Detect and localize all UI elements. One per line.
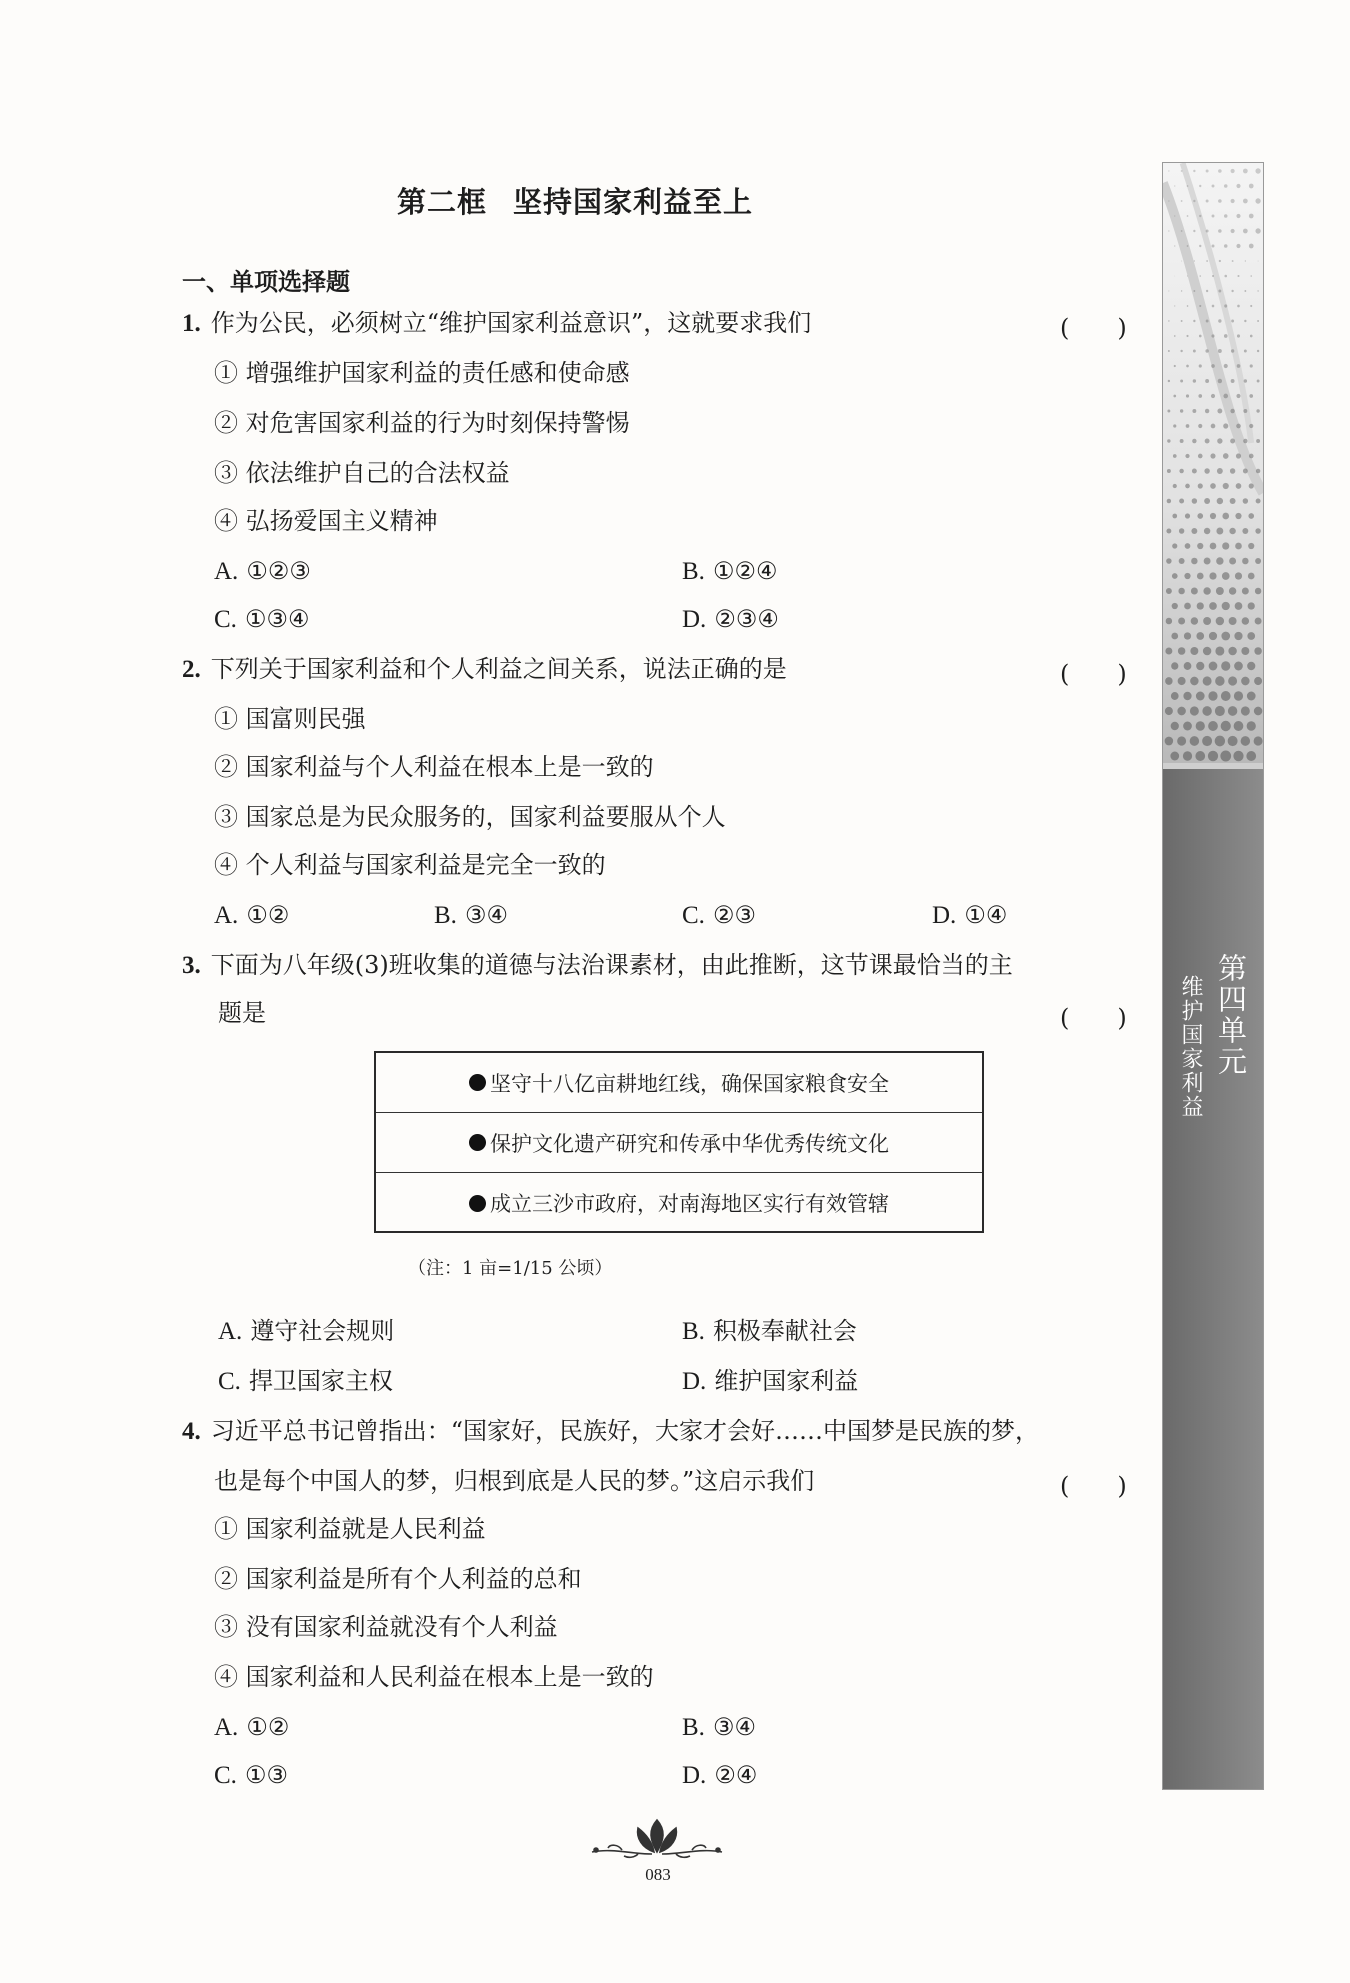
- statement: ③ 依法维护自己的合法权益: [214, 459, 510, 487]
- question-number: 1.: [182, 310, 201, 337]
- material-row: 保护文化遗产研究和传承中华优秀传统文化: [376, 1113, 982, 1173]
- unit-label: 第四单元: [1214, 953, 1248, 1077]
- unit-side-tab: [1162, 162, 1264, 1790]
- answer-blank[interactable]: ( ): [1060, 314, 1127, 342]
- option-a[interactable]: A. ①②③: [214, 557, 311, 585]
- option-c[interactable]: C. ②③: [682, 901, 756, 929]
- floral-ornament-icon: [582, 1818, 732, 1860]
- question-number: 4.: [182, 1418, 201, 1445]
- unit-topic: 维护国家利益: [1178, 975, 1203, 1119]
- option-d[interactable]: D. 维护国家利益: [682, 1367, 859, 1395]
- option-b[interactable]: B. ①②④: [682, 557, 778, 585]
- question-4-stem-cont: 也是每个中国人的梦，归根到底是人民的梦。”这启示我们: [214, 1467, 815, 1495]
- statement: ④ 国家利益和人民利益在根本上是一致的: [214, 1663, 654, 1691]
- question-text: 下列关于国家利益和个人利益之间关系，说法正确的是: [210, 655, 787, 683]
- halftone-pattern: [1163, 163, 1263, 769]
- page-title: [0, 180, 1150, 221]
- material-row: 成立三沙市政府，对南海地区实行有效管辖: [376, 1173, 982, 1233]
- statement: ③ 没有国家利益就没有个人利益: [214, 1613, 558, 1641]
- option-d[interactable]: D. ①④: [932, 901, 1008, 929]
- answer-blank[interactable]: ( ): [1060, 1472, 1127, 1500]
- bullet-icon: [469, 1134, 486, 1151]
- option-a[interactable]: A. ①②: [214, 1713, 290, 1741]
- question-number: 2.: [182, 656, 201, 683]
- option-a[interactable]: A. ①②: [214, 901, 290, 929]
- option-d[interactable]: D. ②③④: [682, 605, 779, 633]
- statement: ① 国家利益就是人民利益: [214, 1515, 486, 1543]
- option-b[interactable]: B. ③④: [434, 901, 508, 929]
- statement: ② 国家利益是所有个人利益的总和: [214, 1565, 582, 1593]
- question-text: 习近平总书记曾指出：“国家好，民族好，大家才会好……中国梦是民族的梦，: [210, 1417, 1040, 1445]
- statement: ② 对危害国家利益的行为时刻保持警惕: [214, 409, 630, 437]
- option-b[interactable]: B. ③④: [682, 1713, 756, 1741]
- answer-blank[interactable]: ( ): [1060, 1004, 1127, 1032]
- statement: ③ 国家总是为民众服务的，国家利益要服从个人: [214, 803, 726, 831]
- option-b[interactable]: B. 积极奉献社会: [682, 1317, 857, 1345]
- section-heading: 一、单项选择题: [182, 268, 350, 296]
- question-1-stem: [182, 308, 811, 339]
- material-table: [374, 1051, 984, 1233]
- tab-dark-band: [1163, 769, 1263, 1790]
- answer-blank[interactable]: ( ): [1060, 660, 1127, 688]
- bullet-icon: [469, 1074, 486, 1091]
- page-number: 083: [645, 1865, 671, 1884]
- material-row: 坚守十八亿亩耕地红线，确保国家粮食安全: [376, 1053, 982, 1113]
- option-c[interactable]: C. ①③④: [214, 605, 310, 633]
- question-3-stem: [182, 950, 1013, 981]
- question-number: 3.: [182, 952, 201, 979]
- statement: ④ 弘扬爱国主义精神: [214, 507, 438, 535]
- bullet-icon: [469, 1195, 486, 1212]
- question-2-stem: [182, 654, 787, 685]
- statement: ④ 个人利益与国家利益是完全一致的: [214, 851, 606, 879]
- statement: ① 国富则民强: [214, 705, 366, 733]
- material-note: （注：1 亩=1/15 公顷）: [408, 1258, 613, 1279]
- option-c[interactable]: C. ①③: [214, 1761, 288, 1789]
- question-3-stem-cont: 题是: [218, 999, 266, 1027]
- title-part1: 第二框: [396, 185, 487, 219]
- option-c[interactable]: C. 捍卫国家主权: [218, 1367, 393, 1395]
- title-part2: 坚持国家利益至上: [513, 185, 754, 219]
- option-a[interactable]: A. 遵守社会规则: [218, 1317, 395, 1345]
- question-text: 作为公民，必须树立“维护国家利益意识”，这就要求我们: [210, 309, 812, 337]
- question-4-stem: [182, 1416, 1039, 1447]
- statement: ① 增强维护国家利益的责任感和使命感: [214, 359, 630, 387]
- question-text: 下面为八年级(3)班收集的道德与法治课素材，由此推断，这节课最恰当的主: [210, 951, 1013, 979]
- statement: ② 国家利益与个人利益在根本上是一致的: [214, 753, 654, 781]
- option-d[interactable]: D. ②④: [682, 1761, 758, 1789]
